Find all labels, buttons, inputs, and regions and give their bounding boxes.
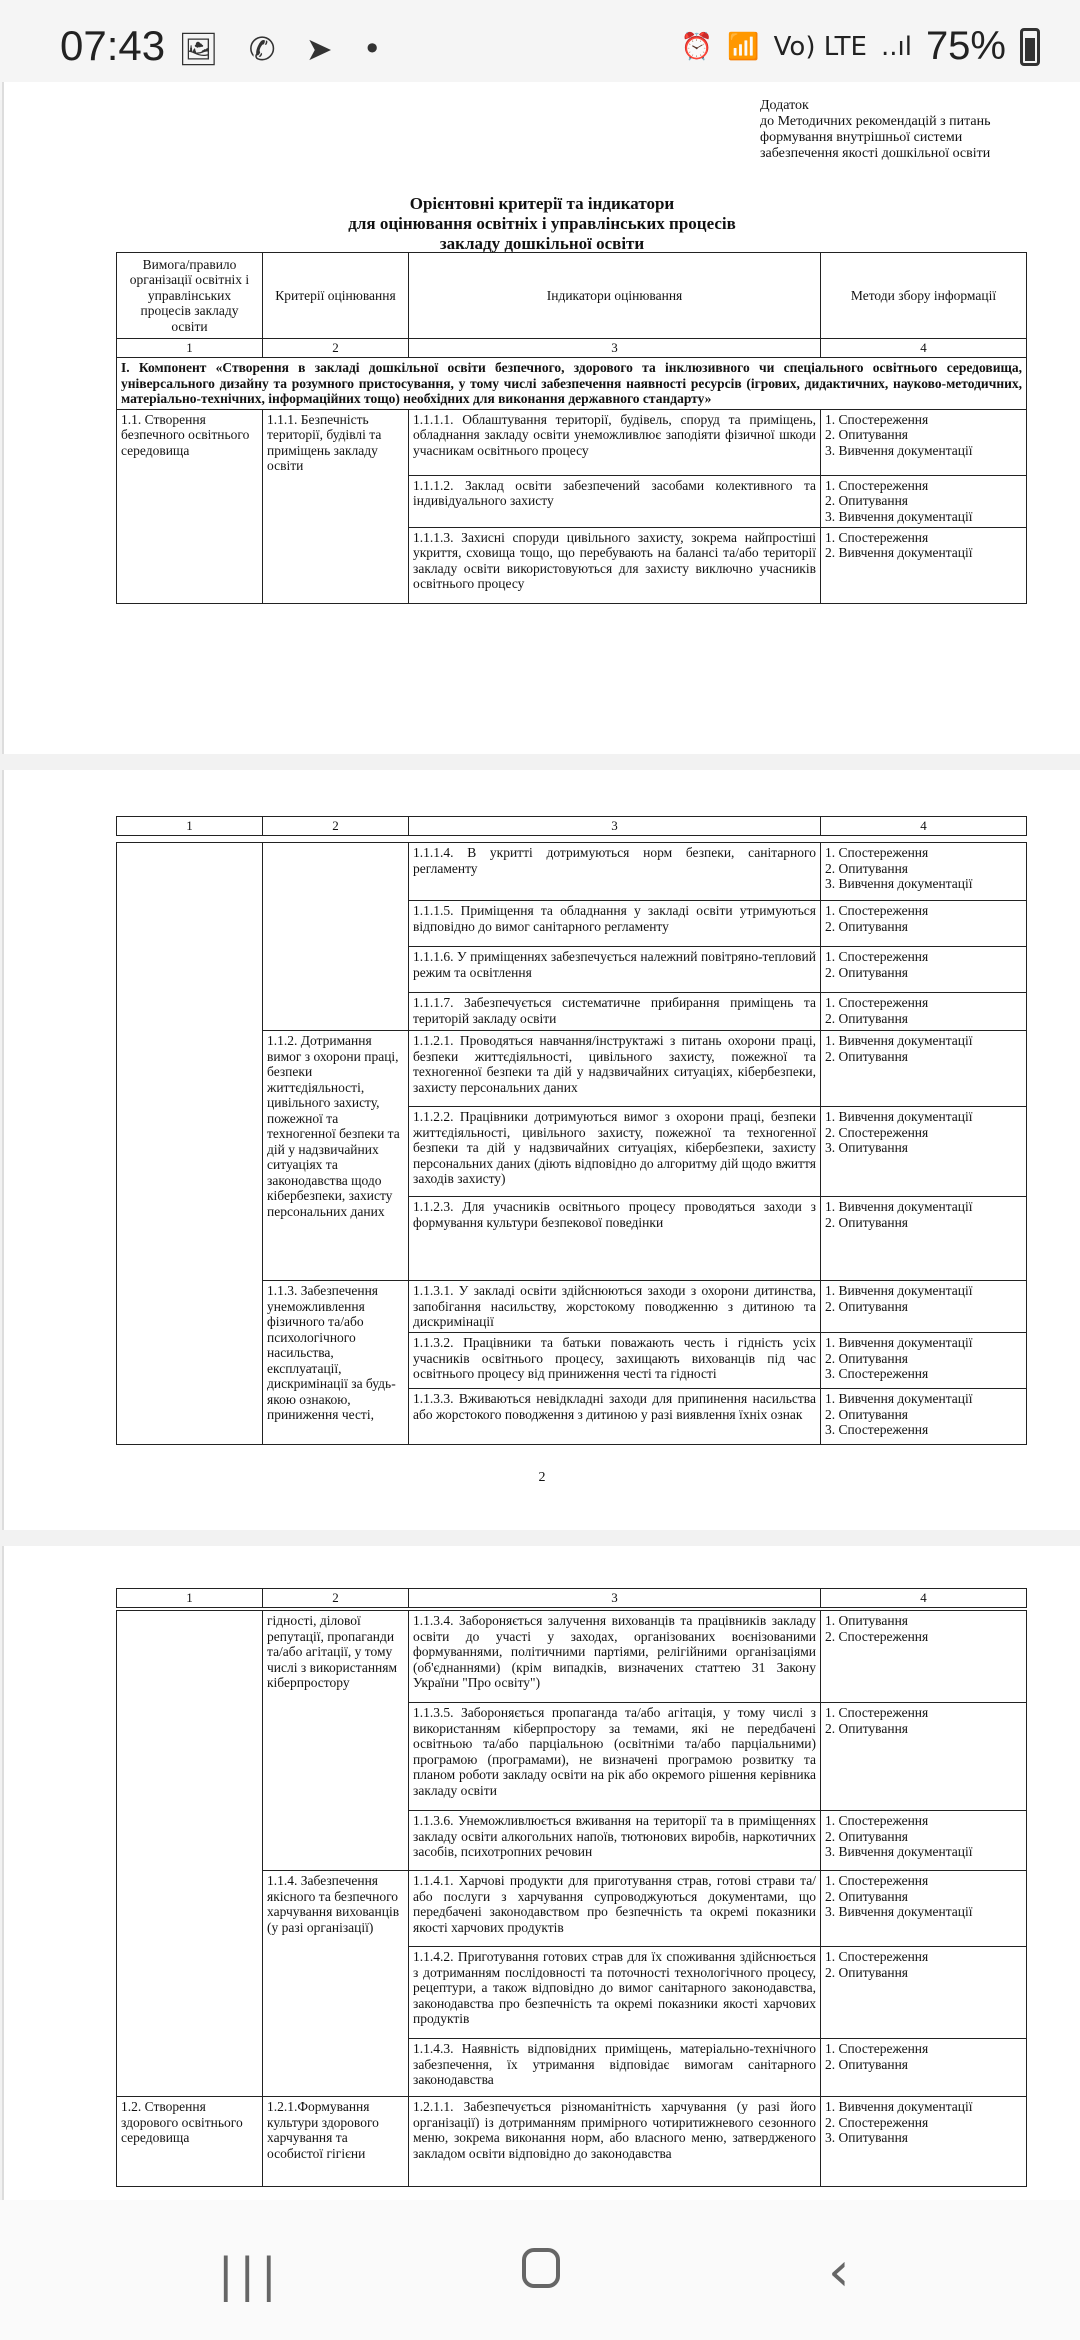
- alarm-icon: ⏰: [680, 31, 714, 62]
- appendix-line: Додаток: [760, 98, 809, 113]
- criteria-table: [116, 816, 1027, 836]
- battery-percent: 75%: [925, 24, 1006, 68]
- recents-button-icon[interactable]: |||: [218, 2248, 283, 2302]
- methods-cell: 1. Вивчення документації 2. Спостереження 3. Опитування: [821, 1107, 1027, 1197]
- col-number: 4: [821, 339, 1027, 358]
- methods-cell: 1. Спостереження 2. Опитування 3. Вивчення документації: [821, 843, 1027, 901]
- indicator-cell: 1.1.3.4. Забороняється залучення вихованців та працівників закладу освіти до участі у заходах, організованих воєнізованими формуваннями, політичними партіями, релігійними організаціями (об'єднаннями) (крім випадків, визначених статтею 31 Закону України "Про освіту"): [409, 1611, 821, 1703]
- col-number: 4: [821, 817, 1027, 836]
- indicator-cell: 1.1.4.3. Наявність відповідних приміщень, матеріально-технічного забезпечення, їх утримання відповідає вимогам санітарного законодавства: [409, 2039, 821, 2097]
- title-line: Орієнтовні критерії та індикатори: [409, 194, 675, 213]
- col-number: 4: [821, 1589, 1027, 1608]
- document-title: [4, 194, 1080, 254]
- methods-cell: 1. Спостереження 2. Опитування 3. Вивчення документації: [821, 475, 1027, 527]
- indicator-cell: 1.1.1.3. Захисні споруди цивільного захисту, зокрема найпростіші укриття, сховища тощо, що перебувають на балансі та/або території закладу освіти використовуються для захисту виключно учасників освітнього процесу: [409, 527, 821, 603]
- component-heading: І. Компонент «Створення в закладі дошкільної освіти безпечного, здорового та інклюзивного чи спеціального освітнього середовища, універсального дизайну та розумного пристосування, у тому числі забезпечення наявності ресурсів (ігрових, дидактичних, науково-методичних, матеріально-технічних, інформаційних тощо) необхідних для виконання державного стандарту»: [117, 358, 1027, 410]
- methods-cell: 1. Вивчення документації 2. Опитування 3. Спостереження: [821, 1389, 1027, 1445]
- document-page-2[interactable]: [2, 770, 1080, 1530]
- status-right: [681, 24, 1040, 69]
- document-page-3[interactable]: [2, 1546, 1080, 2200]
- criteria-cell: гідності, ділової репутації, пропаганди та/або агітації, у тому числі з використанням кіберпростору: [263, 1611, 409, 1871]
- status-time: 07:43: [60, 22, 166, 69]
- indicator-cell: 1.1.3.1. У закладі освіти здійснюються заходи з охорони дитинства, запобігання насильству, жорстокому поводженню з дитиною та дискримінації: [409, 1281, 821, 1333]
- criteria-table: [116, 252, 1027, 604]
- col-number: 3: [409, 817, 821, 836]
- criteria-table-body: [116, 1610, 1027, 2187]
- criteria-cell: 1.2.1.Формування культури здорового харчування та особистої гігієни: [263, 2097, 409, 2187]
- methods-cell: 1. Вивчення документації 2. Опитування: [821, 1281, 1027, 1333]
- indicator-cell: 1.1.3.3. Вживаються невідкладні заходи для припинення насильства або жорстокого поводження з дитиною у разі виявлення їхніх ознак: [409, 1389, 821, 1445]
- indicator-cell: 1.1.4.2. Приготування готових страв для їх споживання здійснюється з дотриманням послідовності та поточності технологічного процесу, рецептури, а також відповідно до вимог санітарного законодавства, законодавства про безпечність та окремі показники якості харчових продуктів: [409, 1947, 821, 2039]
- col-number: 2: [263, 817, 409, 836]
- title-line: для оцінювання освітніх і управлінських процесів: [348, 214, 736, 233]
- methods-cell: 1. Спостереження 2. Опитування: [821, 1947, 1027, 2039]
- col-number: 3: [409, 1589, 821, 1608]
- methods-cell: 1. Спостереження 2. Опитування 3. Вивчення документації: [821, 1871, 1027, 1947]
- home-button-icon[interactable]: [522, 2248, 560, 2288]
- indicator-cell: 1.1.1.4. В укритті дотримуються норм безпеки, санітарного регламенту: [409, 843, 821, 901]
- indicator-cell: 1.1.2.2. Працівники дотримуються вимог з охорони праці, безпеки життєдіяльності, цивільного захисту, пожежної та техногенної безпеки та дій у надзвичайних ситуаціях, кібербезпеки, захисту персональних даних (діють відповідно до алгоритму дій щодо вжиття заходів захисту): [409, 1107, 821, 1197]
- component-row: [117, 358, 1027, 410]
- requirement-cell: [117, 1611, 263, 2097]
- header-requirement: Вимога/правило організації освітніх і управлінських процесів закладу освіти: [117, 253, 263, 339]
- indicator-cell: 1.1.2.3. Для учасників освітнього процесу проводяться заходи з формування культури безпекової поведінки: [409, 1197, 821, 1281]
- header-criteria: Критерії оцінювання: [263, 253, 409, 339]
- wifi-icon: 📶: [727, 31, 760, 62]
- requirement-cell: 1.2. Створення здорового освітнього середовища: [117, 2097, 263, 2187]
- methods-cell: 1. Спостереження 2. Опитування: [821, 901, 1027, 947]
- page-number: 2: [538, 1470, 546, 1485]
- battery-icon: [1020, 28, 1040, 66]
- indicator-cell: 1.1.3.2. Працівники та батьки поважають честь і гідність усіх учасників освітнього процесу, захищають вихованців під час освітнього процесу від приниження честі та гідності: [409, 1333, 821, 1389]
- methods-cell: 1. Вивчення документації 2. Опитування 3. Спостереження: [821, 1333, 1027, 1389]
- col-number: 1: [117, 339, 263, 358]
- col-number: 3: [409, 339, 821, 358]
- indicator-cell: 1.1.3.6. Унеможливлюється вживання на території та в приміщеннях закладу освіти алкогольних напоїв, тютюнових виробів, наркотичних засобів, психотропних речовин: [409, 1811, 821, 1871]
- requirement-cell: [117, 843, 263, 1445]
- indicator-cell: 1.1.1.6. У приміщеннях забезпечується належний повітряно-тепловий режим та освітлення: [409, 947, 821, 993]
- requirement-cell: 1.1. Створення безпечного освітнього середовища: [117, 409, 263, 603]
- col-number: 2: [263, 339, 409, 358]
- column-number-row: [117, 1589, 1027, 1608]
- col-number: 2: [263, 1589, 409, 1608]
- header-methods: Методи збору інформації: [821, 253, 1027, 339]
- table-row: [117, 843, 1027, 901]
- column-number-row: [117, 817, 1027, 836]
- criteria-cell: 1.1.2. Дотримання вимог з охорони праці, безпеки життєдіяльності, цивільного захисту, пожежної та техногенної безпеки та дій у надзвичайних ситуаціях та законодавства щодо кібербезпеки, захисту персональних даних: [263, 1031, 409, 1281]
- title-line: закладу дошкільної освіти: [439, 234, 645, 253]
- methods-cell: 1. Спостереження 2. Опитування: [821, 1703, 1027, 1811]
- appendix-line: формування внутрішньої системи: [760, 130, 963, 145]
- methods-cell: 1. Вивчення документації 2. Спостереження 3. Опитування: [821, 2097, 1027, 2187]
- indicator-cell: 1.1.4.1. Харчові продукти для приготування страв, готові страви та/або послуги з харчування супроводжуються документами, що передбачені законодавством про безпечність та окремі показники якості харчових продуктів: [409, 1871, 821, 1947]
- indicator-cell: 1.1.3.5. Забороняється пропаганда та/або агітація, у тому числі з використанням кіберпростору за темами, які не передбачені освітньою та/або парціальною (освітніми та/або парціальними) програмою (програмами), не визначені програмою розвитку та планом роботи закладу освіти на рік або окремого рішення керівника закладу освіти: [409, 1703, 821, 1811]
- document-page-1[interactable]: [2, 82, 1080, 754]
- methods-cell: 1. Спостереження 2. Опитування: [821, 2039, 1027, 2097]
- appendix-note: [760, 98, 1020, 162]
- table-row: [117, 1611, 1027, 1703]
- back-button-icon[interactable]: ‹: [828, 2240, 850, 2303]
- table-header-row: [117, 253, 1027, 339]
- indicator-cell: 1.1.1.7. Забезпечується систематичне прибирання приміщень та територій закладу освіти: [409, 993, 821, 1031]
- indicator-cell: 1.1.1.2. Заклад освіти забезпечений засобами колективного та індивідуального захисту: [409, 475, 821, 527]
- criteria-cell: 1.1.1. Безпечність території, будівлі та приміщень закладу освіти: [263, 409, 409, 603]
- methods-cell: 1. Спостереження 2. Опитування 3. Вивчення документації: [821, 409, 1027, 475]
- indicator-cell: 1.1.2.1. Проводяться навчання/інструктажі з питань охорони праці, безпеки життєдіяльності, цивільного захисту, пожежної та техногенної безпеки та дій у надзвичайних ситуаціях, кібербезпеки, захисту персональних даних: [409, 1031, 821, 1107]
- criteria-cell: [263, 843, 409, 1031]
- signal-icon: ..ıl: [880, 31, 912, 62]
- indicator-cell: 1.1.1.1. Облаштування території, будівель, споруд та приміщень, обладнання закладу освіти унеможливлює заподіяти фізичної шкоди учасникам освітнього процесу: [409, 409, 821, 475]
- indicator-cell: 1.2.1.1. Забезпечується різноманітність харчування (у разі його організації) із дотриманням примірного чотиритижневого сезонного меню, зокрема виконання норм, або власного меню, затвердженого закладом освіти відповідно до законодавства: [409, 2097, 821, 2187]
- header-indicators: Індикатори оцінювання: [409, 253, 821, 339]
- criteria-cell: 1.1.4. Забезпечення якісного та безпечного харчування вихованців (у разі організації): [263, 1871, 409, 2097]
- column-number-row: [117, 339, 1027, 358]
- methods-cell: 1. Вивчення документації 2. Опитування: [821, 1197, 1027, 1281]
- methods-cell: 1. Вивчення документації 2. Опитування: [821, 1031, 1027, 1107]
- methods-cell: 1. Спостереження 2. Вивчення документації: [821, 527, 1027, 603]
- methods-cell: 1. Спостереження 2. Опитування 3. Вивчення документації: [821, 1811, 1027, 1871]
- navigation-bar: [0, 2200, 1080, 2340]
- table-row: [117, 2097, 1027, 2187]
- methods-cell: 1. Спостереження 2. Опитування: [821, 993, 1027, 1031]
- methods-cell: 1. Опитування 2. Спостереження: [821, 1611, 1027, 1703]
- lte-indicator: Vo) LTE: [773, 31, 867, 62]
- col-number: 1: [117, 817, 263, 836]
- indicator-cell: 1.1.1.5. Приміщення та обладнання у закладі освіти утримуються відповідно до вимог санітарного регламенту: [409, 901, 821, 947]
- appendix-line: до Методичних рекомендацій з питань: [760, 114, 991, 129]
- appendix-line: забезпечення якості дошкільної освіти: [760, 146, 991, 161]
- criteria-cell: 1.1.3. Забезпечення унеможливлення фізичного та/або психологічного насильства, експлуатації, дискримінації за будь-якою ознакою, приниження честі,: [263, 1281, 409, 1445]
- methods-cell: 1. Спостереження 2. Опитування: [821, 947, 1027, 993]
- criteria-table: [116, 1588, 1027, 1608]
- criteria-table-body: [116, 842, 1027, 1445]
- col-number: 1: [117, 1589, 263, 1608]
- table-row: [117, 409, 1027, 475]
- notification-icons: 🖼 ✆ ➤ •: [178, 30, 392, 68]
